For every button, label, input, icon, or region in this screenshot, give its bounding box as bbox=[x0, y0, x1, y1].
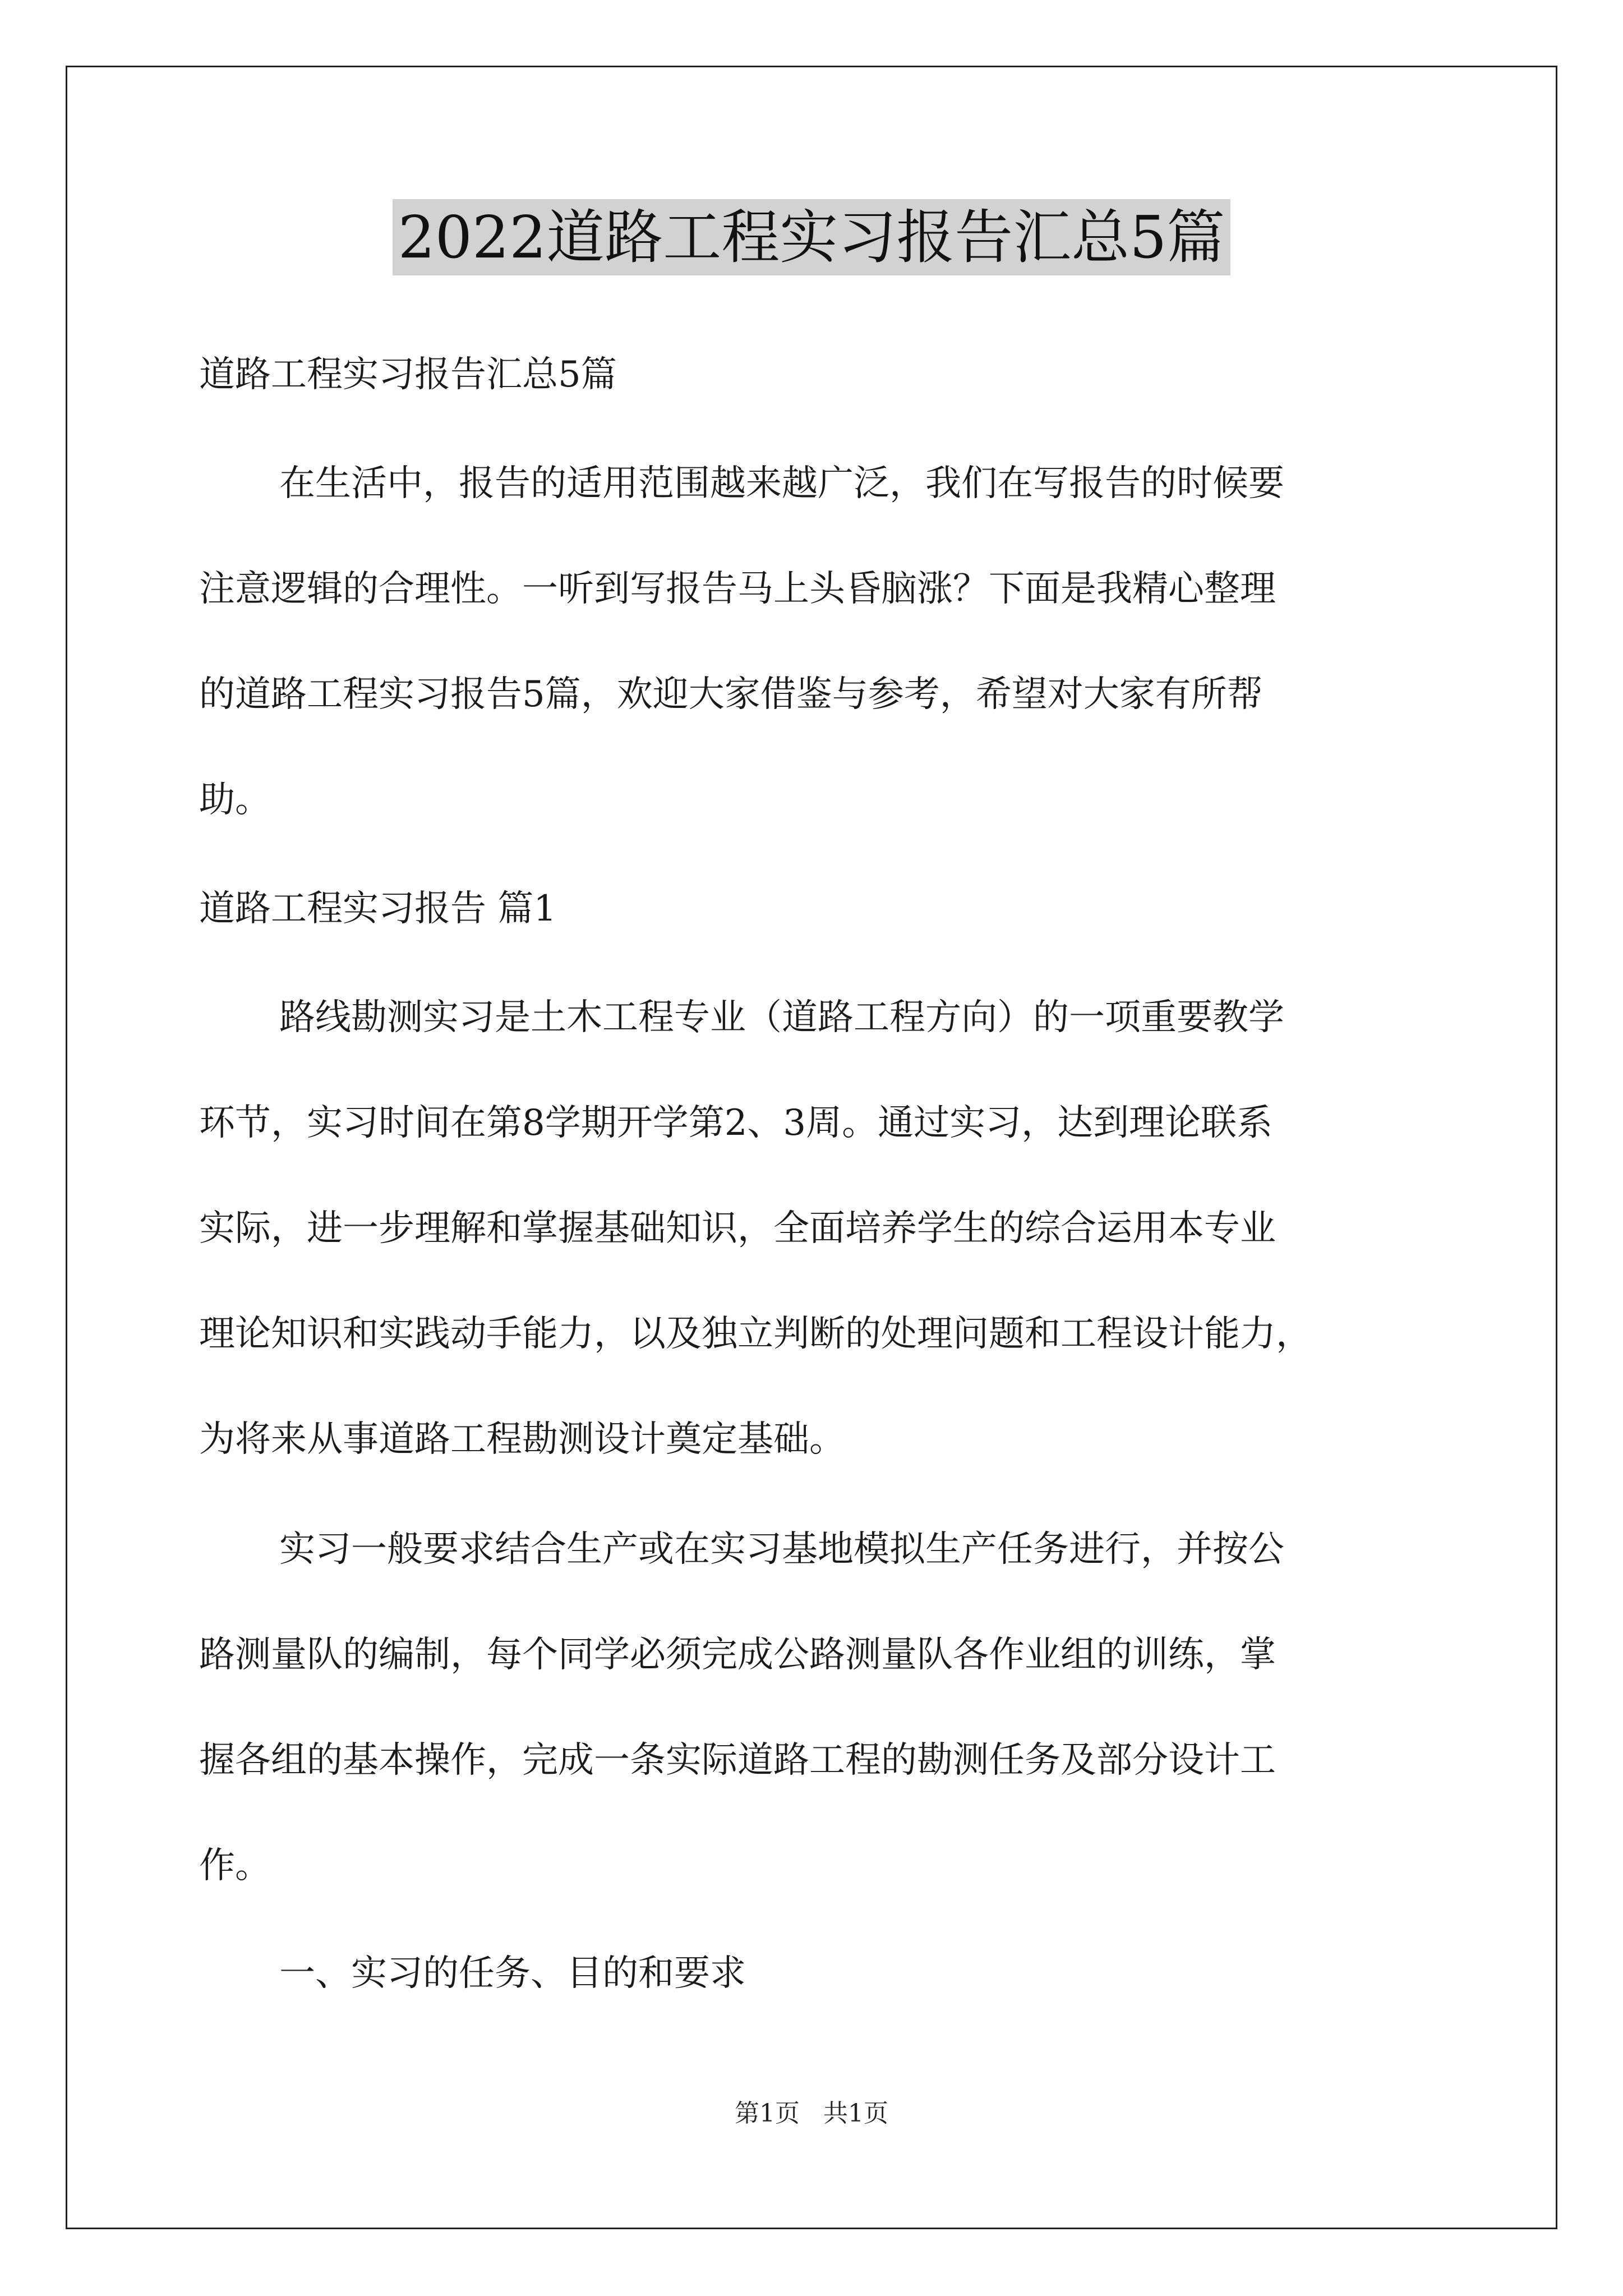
paragraph-line: 作。 bbox=[199, 1845, 271, 1887]
paragraph-line: 实习一般要求结合生产或在实习基地模拟生产任务进行，并按公 bbox=[279, 1529, 1284, 1570]
subsection-heading: 一、实习的任务、目的和要求 bbox=[279, 1953, 746, 1994]
page-footer: 第1页 共1页 bbox=[735, 2099, 888, 2128]
paragraph-line: 理论知识和实践动手能力，以及独立判断的处理问题和工程设计能力， bbox=[199, 1313, 1312, 1355]
paragraph-line: 助。 bbox=[199, 779, 271, 821]
paragraph-line: 注意逻辑的合理性。一听到写报告马上头昏脑涨？下面是我精心整理 bbox=[199, 568, 1276, 610]
paragraph-line: 在生活中，报告的适用范围越来越广泛，我们在写报告的时候要 bbox=[279, 463, 1284, 504]
paragraph-line: 的道路工程实习报告5篇，欢迎大家借鉴与参考，希望对大家有所帮 bbox=[199, 674, 1263, 715]
paragraph-line: 握各组的基本操作，完成一条实际道路工程的勘测任务及部分设计工 bbox=[199, 1740, 1276, 1781]
paragraph-line: 路线勘测实习是土木工程专业（道路工程方向）的一项重要教学 bbox=[279, 997, 1284, 1038]
title-container bbox=[0, 199, 1623, 275]
document-title: 2022道路工程实习报告汇总5篇 bbox=[393, 199, 1231, 275]
paragraph-line: 路测量队的编制，每个同学必须完成公路测量队各作业组的训练，掌 bbox=[199, 1634, 1276, 1676]
section-heading: 道路工程实习报告 篇1 bbox=[199, 888, 557, 930]
subtitle-line: 道路工程实习报告汇总5篇 bbox=[199, 354, 617, 395]
paragraph-line: 实际，进一步理解和掌握基础知识，全面培养学生的综合运用本专业 bbox=[199, 1208, 1276, 1249]
paragraph-line: 为将来从事道路工程勘测设计奠定基础。 bbox=[199, 1419, 845, 1460]
paragraph-line: 环节，实习时间在第8学期开学第2、3周。通过实习，达到理论联系 bbox=[199, 1102, 1273, 1144]
